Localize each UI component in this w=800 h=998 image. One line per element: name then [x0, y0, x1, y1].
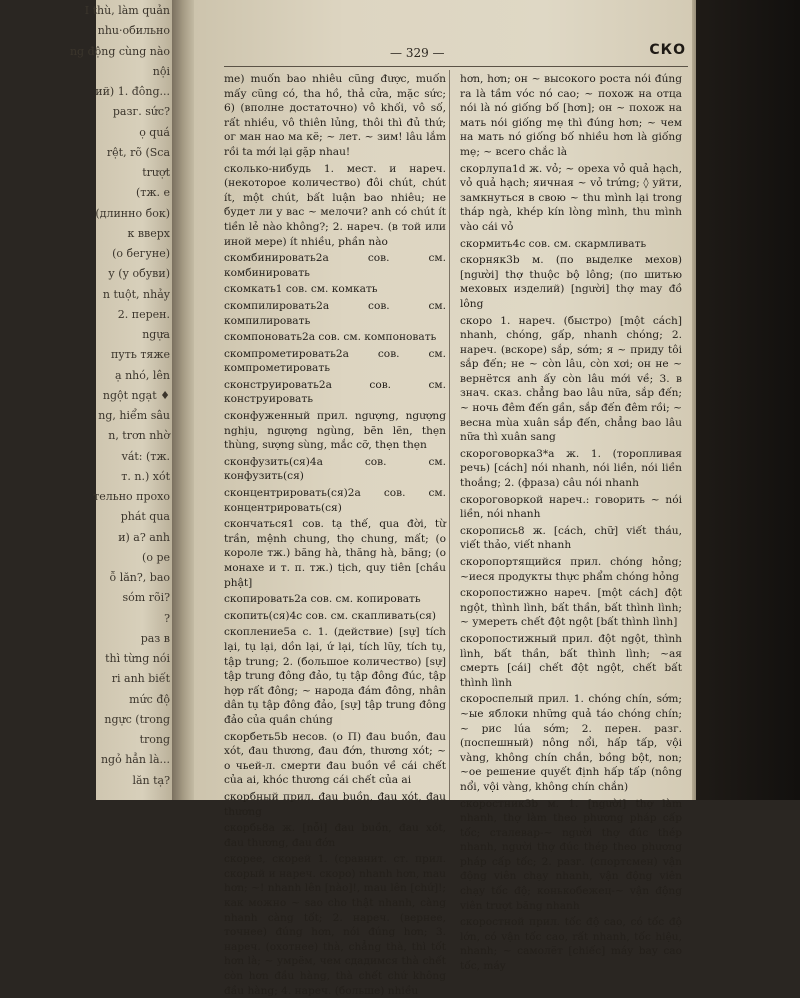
dictionary-entry: скормить4c сов. см. скармливать	[460, 237, 647, 250]
left-page-fragment: ngực (trong	[104, 712, 170, 726]
left-page-fragment: ngựa	[142, 328, 170, 342]
dictionary-entry: скомпрометировать2а сов. см. компрометировать	[224, 347, 446, 375]
left-page-fragment: ?	[164, 611, 170, 625]
dictionary-entry: сконфузить(ся)4а сов. см. конфузить(ся)	[224, 455, 446, 483]
dictionary-entry: скоро 1. нареч. (быстро) [một cách] nhanh, chóng, gấp, nhanh chóng; 2. нареч. (вскоре) sắp, sớm; я ~ приду tôi sắp đến; не ~ còn lâu, còn xơi; он не ~ вернётся anh ấy còn lâu mới về; 3. в знач. сказ. chẳng bao lâu nữa, sắp đến; ~ ночь đêm đến gần, sắp đến đêm rồi; ~ весна mùa xuân sắp đến, chẳng bao lâu nữa thì xuân sang	[460, 314, 682, 444]
dictionary-entry: сконструировать2а сов. см. конструировать	[224, 378, 446, 406]
left-page-fragment: и) a? anh	[118, 530, 170, 544]
dictionary-entry: скороговоркой нареч.: говорить ~ nói liền, nói nhanh	[460, 493, 682, 521]
dictionary-entry: скоропись8 ж. [cách, chữ] viết tháu, viết thảo, viết nhanh	[460, 524, 682, 552]
left-page-fragment: разг. sức?	[112, 105, 170, 119]
left-page-fragment: ọ quá	[139, 125, 170, 139]
left-page-fragment: sóm rõi?	[122, 591, 170, 605]
dictionary-entry: сколько-нибудь 1. мест. и нареч. (некоторое количество) đôi chút, chút ít, một chút, bất luận bao nhiêu; не будет ли у вас ~ мелочи? anh có chút ít tiền lẻ nào không?; 2. нареч. (в той или иной мере) ít nhiều, phần nào	[224, 162, 446, 248]
left-page-fragment: (длинно бок)	[95, 206, 170, 220]
left-page-fragment: (тж. e	[136, 186, 170, 200]
left-page-fragment: ỗ lăn?, bao	[109, 571, 170, 585]
page-number: — 329 —	[390, 46, 445, 60]
right-column	[460, 72, 682, 973]
dictionary-entry: скорбный прил. đau buồn, đau xót, đau thương	[224, 790, 446, 818]
left-page-fragment: ngỏ hẳn là...	[100, 753, 170, 767]
left-page-fragment: (о бегуне)	[112, 247, 170, 261]
left-page-fragment: тельно прохо	[93, 490, 170, 504]
left-page-fragment: phát qua	[120, 510, 170, 524]
dictionary-entry: скорее, скорей 1. (сравнит. ст. прил. скорый и нареч. скоро) nhanh hơn, mau hơn; ~! nhanh lên [nào]!, mau lên [chứ]!; как можно ~ sao cho thật nhanh, càng nhanh càng tốt; 2. нареч. (вернее, точнее) đúng hơn, nói đúng hơn; 3. нареч. (охотнее) thà, chẳng thà, thì tốt hơn là; ~ умрём, чем сдадимся thà chết còn hơn đầu hàng, thà chết chứ không đầu hàng; 4. нареч. (больше) nhiều	[224, 853, 446, 997]
left-page-edge	[69, 0, 174, 800]
left-page-fragment: mức độ	[129, 692, 170, 706]
left-page-fragment: раз в	[140, 631, 170, 645]
background-shadow	[696, 0, 800, 800]
left-page-fragment: ạ nhó, lên	[115, 368, 170, 382]
column-divider	[449, 70, 450, 800]
left-page-fragment: vát: (тж.	[121, 449, 170, 463]
dictionary-entry: скорняк3b м. (по выделке мехов) [người] thợ thuộc bộ lông; (по шитью меховых изделий) [người] thợ may đồ lông	[460, 254, 682, 310]
dictionary-entry: скороговорка3*а ж. 1. (торопливая речь) [cách] nói nhanh, nói liền, nói liền thoắng; 2. (фраза) câu nói nhanh	[460, 447, 682, 490]
dictionary-entry: скорбь8а ж. [nỗi] đau buồn, đau xót, đau thương, đau đớn	[224, 822, 446, 849]
left-page-fragment: trượt	[142, 166, 170, 180]
left-page-fragment: ng, hiểm sâu	[98, 409, 170, 423]
dictionary-entry: скороспелый прил. 1. chóng chín, sớm; ~ые яблоки những quả táo chóng chín; ~ рис lúa sớm; 2. перен. разг. (поспешный) nông nổi, hấp tấp, vội vàng, không chín chắn, bồng bột, non; ~ое решение quyết định hấp tấp (nông nổi, vội vàng, không chín chắn)	[460, 693, 682, 793]
left-page-fragment: n tuột, nhảy	[102, 287, 170, 301]
dictionary-entry: скоростной прил. tốc độ cao, có tốc độ lớn, có vận tốc cao, rất nhanh, tốc hiệu, nhanh; ~ самолёт [chiếc] máy bay cao tốc, máy	[460, 916, 682, 973]
left-page-fragment: nội	[152, 64, 170, 78]
left-page-fragment: к вверх	[127, 226, 170, 240]
left-page-fragment: у (у обуви)	[108, 267, 170, 281]
dictionary-entry: скопить(ся)4с сов. см. скапливать(ся)	[224, 609, 437, 622]
dictionary-entry: hơn, hơn; он ~ высокого роста nói đúng ra là tầm vóc nó cao; ~ похож на отца nói là nó giống bố [hơn]; он ~ похож на мать nói giống mẹ thì đúng hơn; ~ чем на мать nó giống bố nhiều hơn là giống mẹ; ~ всего chắc là	[460, 73, 682, 158]
dictionary-entry: скомбинировать2а сов. см. комбинировать	[224, 252, 446, 279]
dictionary-entry: скомпилировать2а сов. см. компилировать	[224, 299, 446, 327]
dictionary-entry: скомкать1 сов. см. комкать	[224, 283, 378, 296]
running-head: СКО	[649, 42, 686, 58]
left-page-fragment: ng động cùng nào	[69, 44, 170, 58]
left-page-fragment: (o pe	[142, 550, 170, 564]
dictionary-entry: скорлупа1d ж. vỏ; ~ ореха vỏ quả hạch, vỏ quả hạch; яичная ~ vỏ trứng; ◊ уйти, замкнуться в свою ~ thu mình lại trong tháp ngà, khép kín lòng mình, thu mình vào cái vỏ	[460, 162, 682, 233]
left-page-fragment: путь тяже	[110, 348, 170, 362]
dictionary-entry: скончаться1 сов. tạ thế, qua đời, từ trần, mệnh chung, thọ chung, mất; (о короле тж.) băng hà, thăng hà, băng; (о монахе и т. п. тж.) tịch, quy tiên [chầu phật]	[224, 518, 446, 589]
dictionary-entry: скомпоновать2а сов. см. компоновать	[224, 331, 437, 344]
left-page-fragment: nhu·обильно	[97, 24, 170, 38]
left-page-fragment: ri anh biết	[111, 672, 170, 686]
left-page-fragment: trong	[139, 733, 170, 747]
dictionary-page	[194, 0, 696, 997]
dictionary-entry: скопировать2а сов. см. копировать	[224, 593, 421, 606]
left-page-fragment: thì từng nói	[105, 652, 170, 666]
left-page-fragment: ий) 1. đông...	[95, 85, 170, 99]
left-page-fragment: ngột ngạt ♦	[102, 388, 170, 402]
dictionary-entry: скоропостижно нареч. [một cách] đột ngột, thình lình, bất thần, bất thình lình; ~ умереть chết đột ngột [bất thình lình]	[460, 587, 682, 629]
dictionary-entry: скорбеть5b несов. (о П) đau buồn, đau xót, đau thương, đau đớn, thương xót; ~ о чьей-л. смерти đau buồn về cái chết của ai, khóc thương cái chết của ai	[224, 730, 446, 787]
dictionary-entry: скоропортящийся прил. chóng hỏng; ~иеся продукты thực phẩm chóng hỏng	[460, 556, 682, 583]
dictionary-entry: скоростник3b м. 1. [người] thợ làm nhanh, thợ làm theo phương pháp cấp tốc; сталевар-~ người thợ đúc thép nhanh, người thợ đúc thép theo phương pháp cấp tốc; 2. разг. (спортсмен) vận động viên chạy nhanh, vận động viên chạy tốc độ; конькобежец-~ vận động viên trượt băng nhanh	[460, 797, 682, 912]
dictionary-entry: скоропостижный прил. đột ngột, thình lình, bất thần, bất thình lình; ~ая смерть [cái] chết đột ngột, chết bất thình lình	[460, 632, 682, 689]
book-gutter	[172, 0, 196, 800]
dictionary-entry: сконфуженный прил. ngượng, ngượng nghịu, ngượng ngùng, bẽn lẽn, thẹn thùng, sượng sùng, mắc cỡ, thẹn thẹn	[224, 410, 446, 452]
page-header	[194, 42, 696, 64]
left-page-fragment: I thù, làm quản	[84, 4, 170, 17]
header-rule	[224, 66, 688, 67]
left-page-fragment: lăn tạ?	[132, 773, 170, 787]
left-page-fragment: rệt, rõ (Sca	[106, 145, 170, 159]
left-column	[224, 72, 446, 997]
dictionary-entry: скопление5а с. 1. (действие) [sự] tích lại, tụ lại, dồn lại, ứ lại, tích lũy, tích tụ, tập trung; 2. (большое количество) [sự] tập trung đông đảo, tụ tập đông đúc, tập hợp rất đông; ~ народа đám đông, nhân dân tụ tập đông đảo, [sự] tập trung đông đảo của quần chúng	[224, 626, 446, 726]
left-page-fragment: n, trơn nhờ	[108, 429, 170, 443]
left-page-fragment: 2. перен.	[117, 307, 170, 321]
dictionary-entry: сконцентрировать(ся)2а сов. см. концентрировать(ся)	[224, 487, 446, 514]
dictionary-entry: me) muốn bao nhiêu cũng được, muốn mấy cũng có, tha hồ, thả cửa, mặc sức; 6) (вполне достаточно) vô khối, vô số, rất nhiều, vô thiên lủng, thôi thì đủ thứ; ог ман нао ма кё; ~ лет. ~ зим! lâu lắm rồi ta mới lại gặp nhau!	[224, 73, 446, 158]
left-page-fragment: т. n.) xót	[121, 469, 170, 483]
